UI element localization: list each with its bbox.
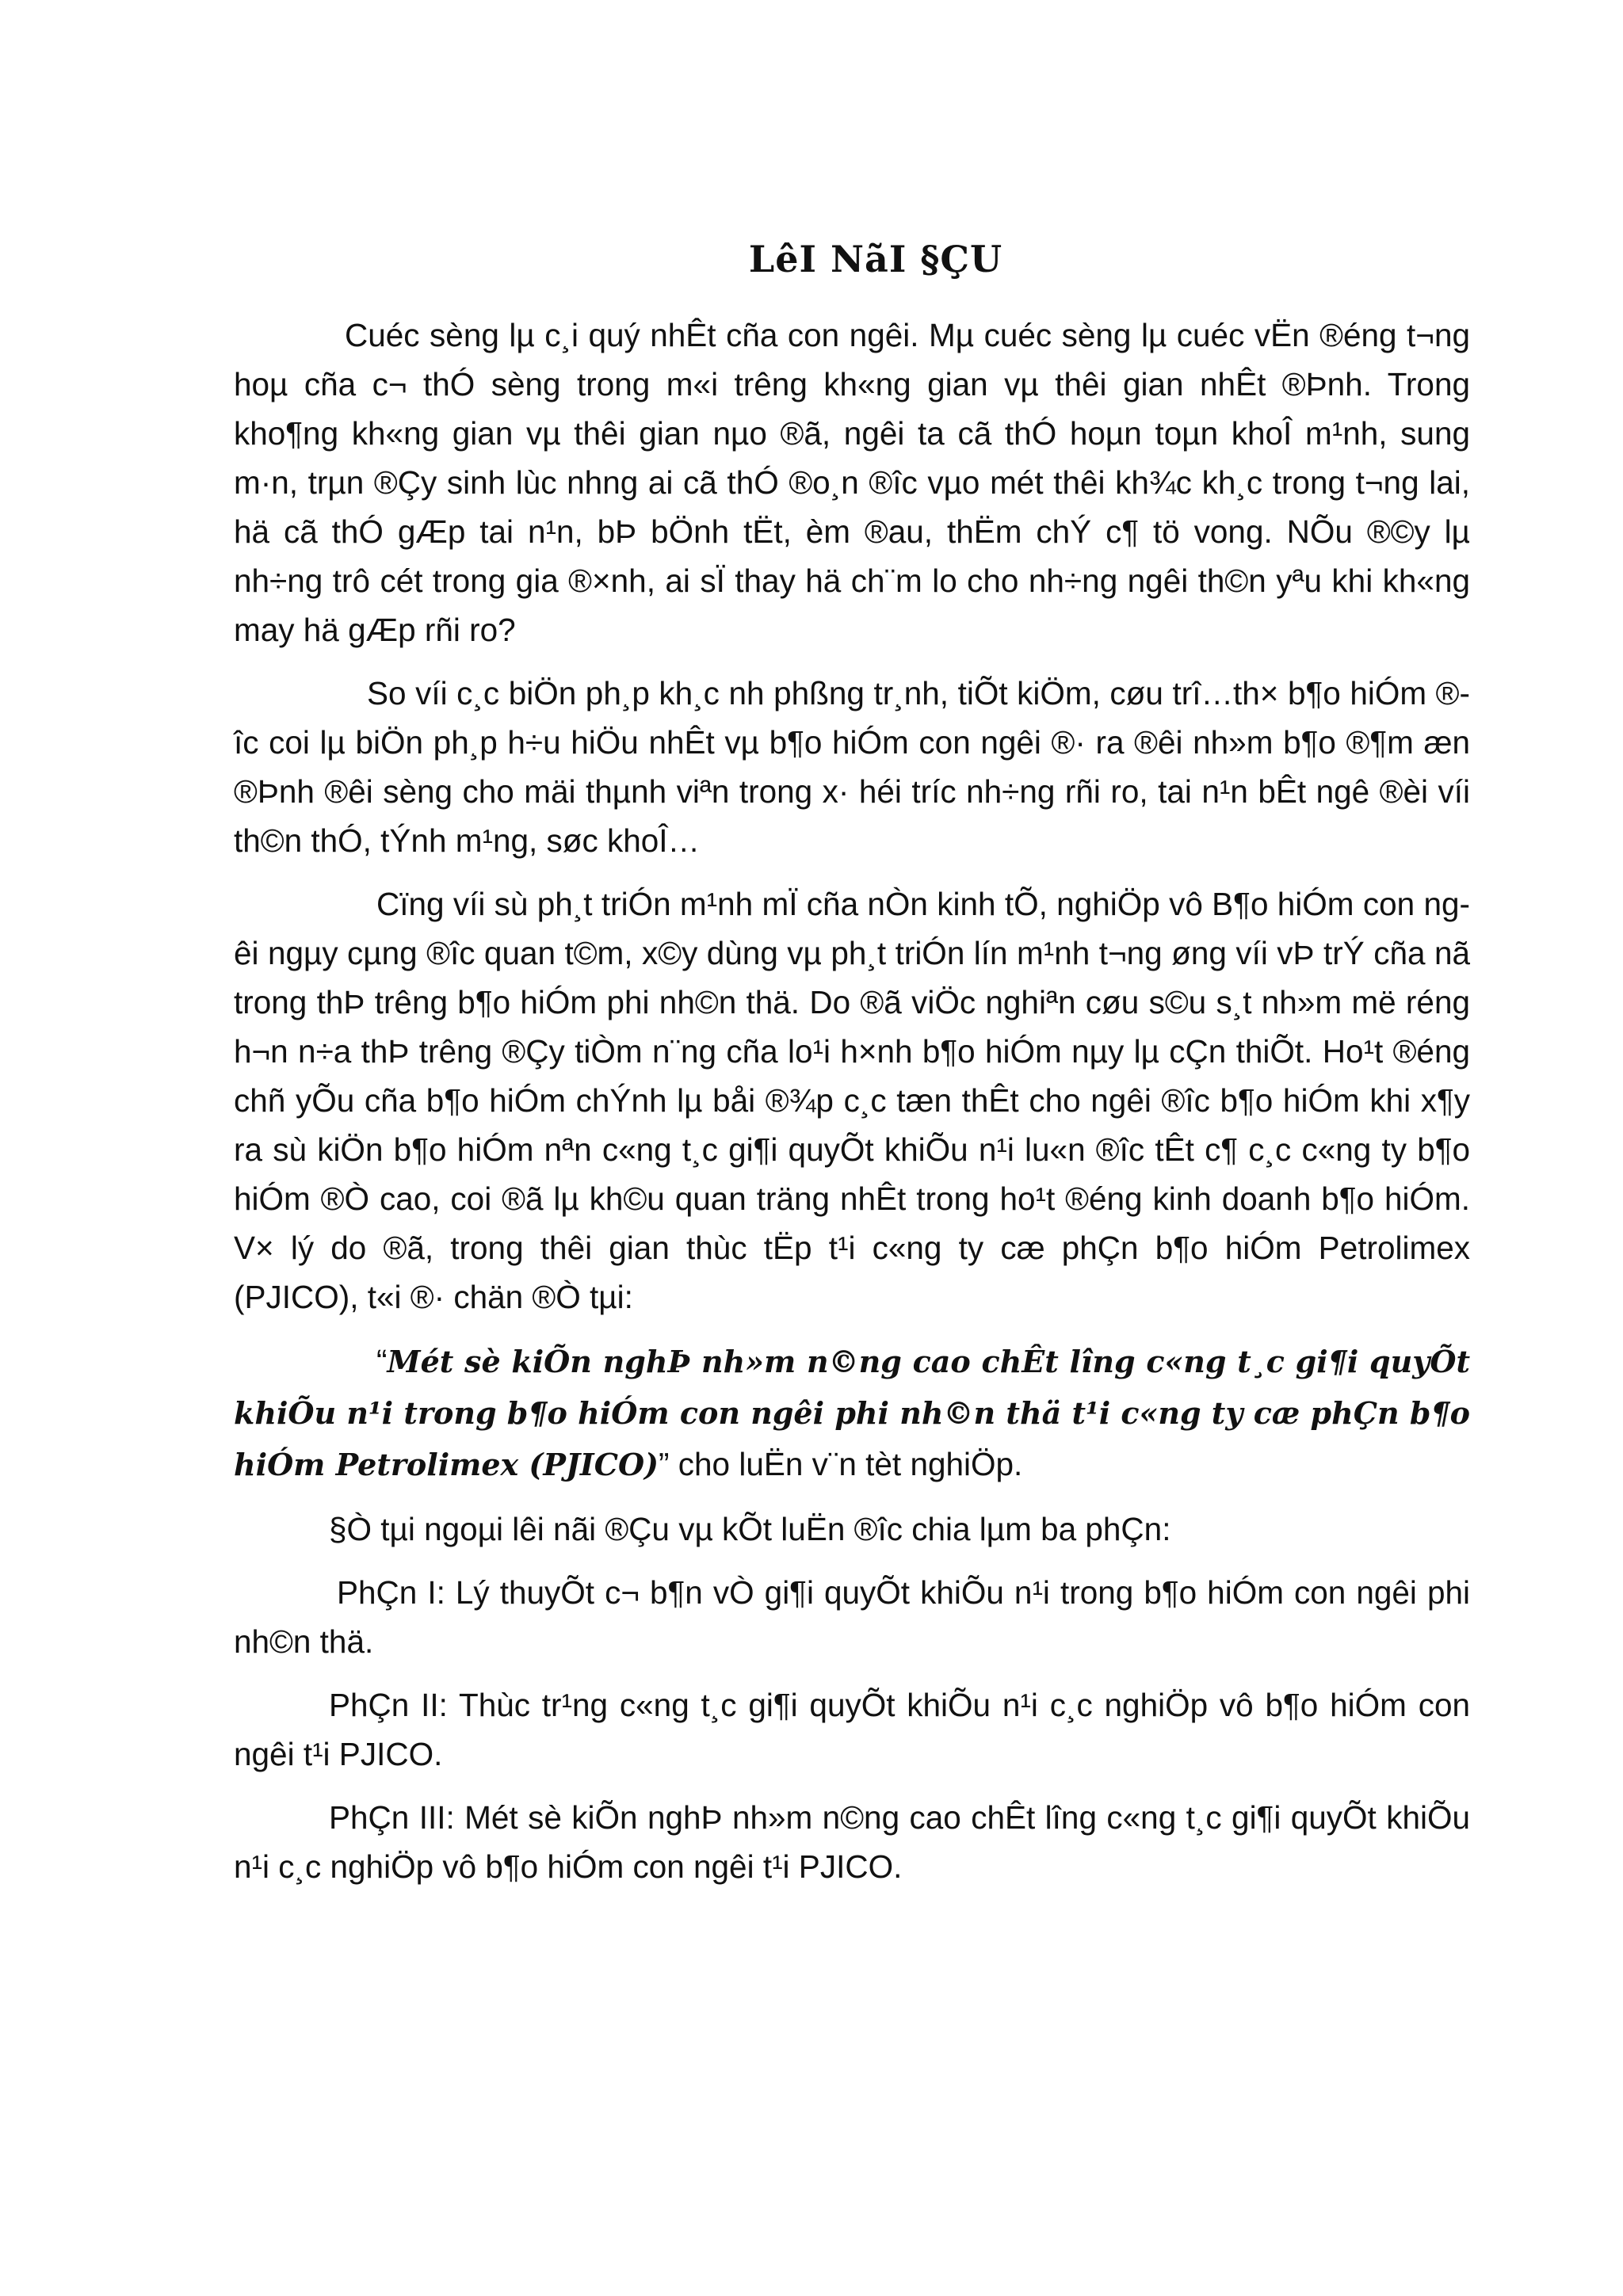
quote-close-mark: ” — [659, 1446, 670, 1482]
paragraph-2: So víi c¸c biÖn ph¸p kh¸c nh phßng tr¸nh, tiÕt kiÖm, cøu trî…th× b¶o hiÓm ®îc coi lµ biÖn ph¸p h÷u hiÖu nhÊt vµ b¶o hiÓm con ngêi ®· ra ®êi nh»m b¶o ®¶m æn ®Þnh ®êi sèng cho mäi thµnh viªn trong x· héi tríc nh÷ng rñi ro, tai n¹n bÊt ngê ®èi víi th©n thÓ, tÝnh m¹ng, søc khoÎ… — [234, 675, 1470, 859]
paragraph-3: Cïng víi sù ph¸t triÓn m¹nh mÏ cña nÒn kinh tÕ, nghiÖp vô B¶o hiÓm con ngêi ngµy cµng ®îc quan t©m, x©y dùng vµ ph¸t triÓn lín m¹nh t¬ng øng víi vÞ trÝ cña nã trong thÞ trêng b¶o hiÓm phi nh©n thä. Do ®ã viÖc nghiªn cøu s©u s¸t nh»m më réng h¬n n÷a thÞ trêng ®Çy tiÒm n¨ng cña lo¹i h×nh b¶o hiÓm nµy lµ cÇn thiÕt. Ho¹t ®éng chñ yÕu cña b¶o hiÓm chÝnh lµ båi ®¾p c¸c tæn thÊt cho ngêi ®îc b¶o hiÓm khi x¶y ra sù kiÖn b¶o hiÓm nªn c«ng t¸c gi¶i quyÕt khiÕu n¹i lu«n ®îc tÊt c¶ c¸c c«ng ty b¶o hiÓm ®Ò cao, coi ®ã lµ kh©u quan träng nhÊt trong ho¹t ®éng kinh doanh b¶o hiÓm. V× lý do ®ã, trong thêi gian thùc tËp t¹i c«ng ty cæ phÇn b¶o hiÓm Petrolimex (PJICO), t«i ®· chän ®Ò tµi: — [234, 886, 1470, 1315]
document-page — [234, 238, 1470, 1905]
paragraph-1: Cuéc sèng lµ c¸i quý nhÊt cña con ngêi. Mµ cuéc sèng lµ cuéc vËn ®éng t¬ng hoµ cña c¬ thÓ sèng trong m«i trêng kh«ng gian vµ thêi gian nhÊt ®Þnh. Trong kho¶ng kh«ng gian vµ thêi gian nµo ®ã, ngêi ta cã thÓ hoµn toµn khoÎ m¹nh, sung m·n, trµn ®Çy sinh lùc nhng ai cã thÓ ®o¸n ®îc vµo mét thêi kh¾c kh¸c trong t¬ng lai, hä cã thÓ gÆp tai n¹n, bÞ bÖnh tËt, èm ®au, thËm chÝ c¶ tö vong. NÕu ®©y lµ nh÷ng trô cét trong gia ®×nh, ai sÏ thay hä ch¨m lo cho nh÷ng ngêi th©n yªu khi kh«ng may hä gÆp rñi ro? — [234, 317, 1470, 648]
structure-intro: §Ò tµi ngoµi lêi nãi ®Çu vµ kÕt luËn ®îc chia lµm ba phÇn: — [329, 1511, 1171, 1547]
quote-open-mark: “ — [376, 1343, 388, 1379]
thesis-title-text: Mét sè kiÕn nghÞ nh»m n©ng cao chÊt lîng c«ng t¸c gi¶i quyÕt khiÕu n¹i trong b¶o hiÓm con ngêi phi nh©n thä t¹i c«ng ty cæ phÇn b¶o hiÓm Petrolimex (PJICO) — [234, 1344, 1470, 1482]
part-3-item: PhÇn III: Mét sè kiÕn nghÞ nh»m n©ng cao chÊt lîng c«ng t¸c gi¶i quyÕt khiÕu n¹i c¸c nghiÖp vô b¶o hiÓm con ngêi t¹i PJICO. — [234, 1799, 1470, 1885]
quote-tail-text: cho luËn v¨n tèt nghiÖp. — [669, 1446, 1023, 1482]
page-title: LêI NãI §ÇU — [748, 238, 1003, 280]
part-2-item: PhÇn II: Thùc tr¹ng c«ng t¸c gi¶i quyÕt khiÕu n¹i c¸c nghiÖp vô b¶o hiÓm con ngêi t¹i PJICO. — [234, 1687, 1470, 1772]
thesis-title-quote — [234, 1336, 1470, 1490]
part-1-item: PhÇn I: Lý thuyÕt c¬ b¶n vÒ gi¶i quyÕt khiÕu n¹i trong b¶o hiÓm con ngêi phi nh©n thä. — [234, 1574, 1470, 1660]
